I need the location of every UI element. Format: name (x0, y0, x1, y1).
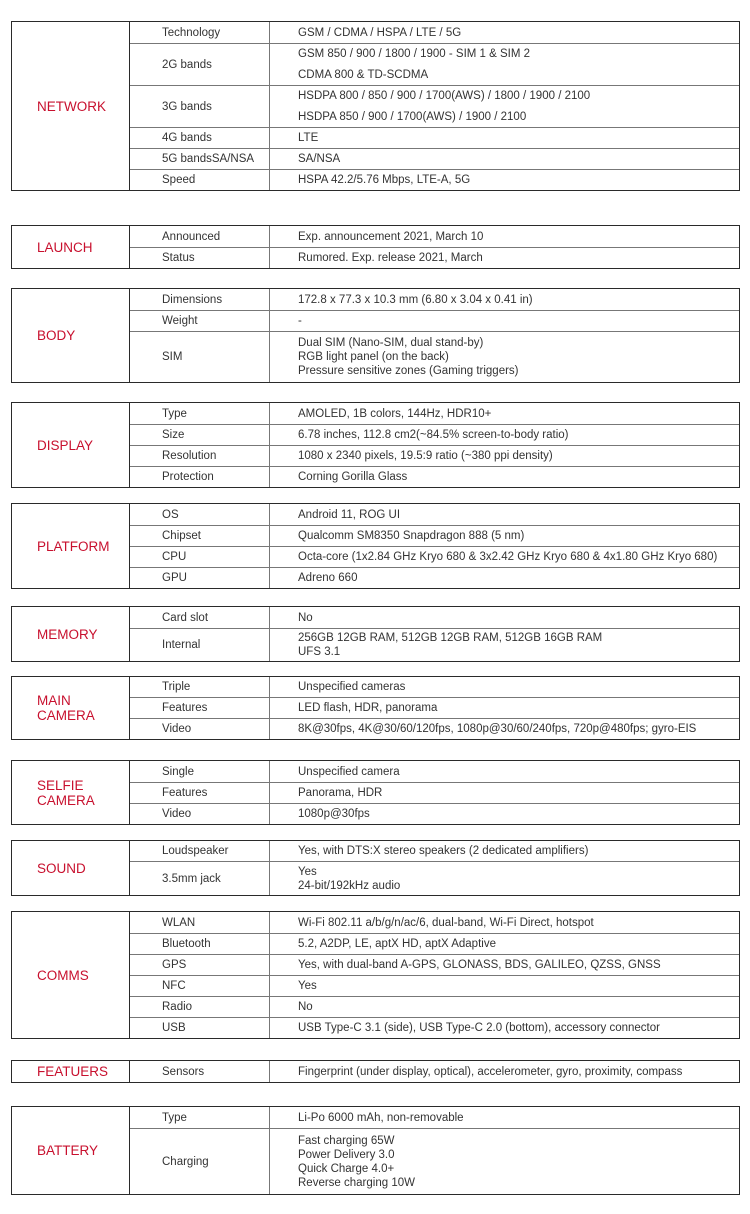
spec-row (130, 1107, 739, 1128)
section-label: DISPLAY (12, 403, 130, 487)
spec-value-line: 1080p@30fps (298, 808, 370, 820)
spec-value-line: RGB light panel (on the back) (298, 351, 449, 363)
spec-key: GPS (130, 955, 270, 975)
spec-value (271, 934, 739, 954)
spec-key: Status (130, 248, 270, 268)
spec-row (130, 1128, 739, 1194)
spec-value-line: - (298, 315, 302, 327)
spec-key: 3.5mm jack (130, 862, 270, 895)
section-memory (11, 606, 740, 662)
spec-value-line: HSPA 42.2/5.76 Mbps, LTE-A, 5G (298, 174, 471, 186)
spec-value-line: Unspecified camera (298, 765, 400, 778)
spec-value-line: CDMA 800 & TD-SCDMA (298, 68, 429, 81)
spec-value (271, 862, 739, 895)
spec-rows (130, 289, 739, 382)
spec-row (130, 289, 739, 310)
spec-value-line: Pressure sensitive zones (Gaming triggers) (298, 365, 519, 377)
spec-value-line: LTE (298, 132, 319, 144)
spec-rows (130, 677, 739, 739)
spec-value (271, 783, 739, 803)
spec-key: 2G bands (130, 44, 270, 85)
section-sound (11, 840, 740, 896)
spec-value (271, 607, 739, 628)
spec-key: Single (130, 761, 270, 782)
spec-value-line: Power Delivery 3.0 (298, 1148, 395, 1161)
spec-row (130, 567, 739, 588)
spec-value-line: AMOLED, 1B colors, 144Hz, HDR10+ (298, 407, 492, 420)
spec-row (130, 861, 739, 895)
spec-value (271, 467, 739, 487)
spec-value-line: Fingerprint (under display, optical), accelerometer, gyro, proximity, compass (298, 1065, 683, 1078)
spec-row (130, 504, 739, 525)
spec-row (130, 761, 739, 782)
spec-value-line: Yes, with dual-band A-GPS, GLONASS, BDS, GALILEO, QZSS, GNSS (298, 959, 661, 971)
section-selfie-camera (11, 760, 740, 825)
spec-value-line: HSDPA 800 / 850 / 900 / 1700(AWS) / 1800 / 1900 / 2100 (298, 90, 591, 103)
spec-row (130, 1017, 739, 1038)
spec-row (130, 975, 739, 996)
spec-row (130, 331, 739, 382)
spec-key: Protection (130, 467, 270, 487)
section-label: BATTERY (12, 1107, 130, 1194)
spec-row (130, 247, 739, 268)
spec-value-line: 1080 x 2340 pixels, 19.5:9 ratio (~380 ppi density) (298, 450, 553, 462)
spec-value (271, 547, 739, 567)
spec-row (130, 912, 739, 933)
spec-value-line: Reverse charging 10W (298, 1176, 415, 1189)
section-network (11, 21, 740, 191)
spec-value (271, 128, 739, 148)
spec-value (271, 804, 739, 824)
spec-value (271, 526, 739, 546)
spec-value (271, 698, 739, 718)
spec-row (130, 445, 739, 466)
spec-rows (130, 1061, 739, 1082)
spec-row (130, 628, 739, 661)
spec-value-line: No (298, 1001, 313, 1013)
spec-value (271, 841, 739, 861)
spec-row (130, 677, 739, 697)
spec-value-line: Yes (298, 865, 317, 878)
spec-key: Announced (130, 226, 270, 247)
spec-value (271, 44, 739, 85)
spec-key: Size (130, 425, 270, 445)
spec-key: Card slot (130, 607, 270, 628)
spec-value (271, 677, 739, 697)
section-launch (11, 225, 740, 269)
spec-rows (130, 607, 739, 661)
spec-key: Charging (130, 1129, 270, 1194)
spec-key: Radio (130, 997, 270, 1017)
spec-value-line: LED flash, HDR, panorama (298, 702, 438, 714)
section-main-camera (11, 676, 740, 740)
spec-value (271, 568, 739, 588)
spec-value (271, 332, 739, 382)
spec-rows (130, 403, 739, 487)
spec-row (130, 424, 739, 445)
spec-value-line: Corning Gorilla Glass (298, 471, 408, 483)
spec-row (130, 148, 739, 169)
spec-value (271, 912, 739, 933)
spec-value-line: Unspecified cameras (298, 681, 406, 693)
spec-value (271, 1129, 739, 1194)
spec-row (130, 310, 739, 331)
spec-value (271, 403, 739, 424)
spec-value (271, 149, 739, 169)
spec-value (271, 997, 739, 1017)
section-label: FEATUERS (12, 1061, 130, 1082)
spec-value (271, 629, 739, 661)
spec-value-line: 256GB 12GB RAM, 512GB 12GB RAM, 512GB 16GB RAM (298, 632, 603, 644)
spec-value-line: Rumored. Exp. release 2021, March (298, 252, 483, 264)
spec-value-line: No (298, 611, 313, 624)
spec-key: SIM (130, 332, 270, 382)
spec-key: CPU (130, 547, 270, 567)
spec-value-line: 172.8 x 77.3 x 10.3 mm (6.80 x 3.04 x 0.41 in) (298, 293, 533, 306)
spec-value-line: Adreno 660 (298, 572, 358, 584)
spec-value (271, 1061, 739, 1082)
spec-key: Sensors (130, 1061, 270, 1082)
spec-key: Resolution (130, 446, 270, 466)
spec-value-line: 5.2, A2DP, LE, aptX HD, aptX Adaptive (298, 938, 496, 950)
spec-key: Features (130, 698, 270, 718)
spec-value-line: Yes (298, 980, 317, 992)
spec-key: USB (130, 1018, 270, 1038)
spec-value-line: Fast charging 65W (298, 1134, 395, 1147)
spec-value (271, 1018, 739, 1038)
spec-key: Loudspeaker (130, 841, 270, 861)
spec-row (130, 226, 739, 247)
spec-value (271, 1107, 739, 1128)
spec-value-line: USB Type-C 3.1 (side), USB Type-C 2.0 (bottom), accessory connector (298, 1022, 660, 1034)
section-label: BODY (12, 289, 130, 382)
spec-key: Internal (130, 629, 270, 661)
spec-value-line: UFS 3.1 (298, 646, 341, 658)
spec-key: 4G bands (130, 128, 270, 148)
spec-value-line: 8K@30fps, 4K@30/60/120fps, 1080p@30/60/240fps, 720p@480fps; gyro-EIS (298, 723, 697, 735)
section-display (11, 402, 740, 488)
section-label: LAUNCH (12, 226, 130, 268)
spec-value-line: GSM / CDMA / HSPA / LTE / 5G (298, 26, 462, 39)
spec-value (271, 311, 739, 331)
spec-row (130, 22, 739, 43)
spec-value-line: 6.78 inches, 112.8 cm2(~84.5% screen-to-body ratio) (298, 429, 569, 441)
spec-row (130, 127, 739, 148)
spec-rows (130, 504, 739, 588)
spec-key: Type (130, 1107, 270, 1128)
spec-rows (130, 22, 739, 190)
spec-row (130, 607, 739, 628)
section-label: COMMS (12, 912, 130, 1038)
spec-value-line: HSDPA 850 / 900 / 1700(AWS) / 1900 / 2100 (298, 110, 527, 123)
spec-row (130, 169, 739, 190)
section-label: MEMORY (12, 607, 130, 661)
spec-row (130, 954, 739, 975)
spec-key: GPU (130, 568, 270, 588)
spec-row (130, 85, 739, 127)
spec-row (130, 841, 739, 861)
spec-row (130, 697, 739, 718)
spec-value (271, 226, 739, 247)
section-label: MAIN CAMERA (12, 677, 130, 739)
section-label: SELFIE CAMERA (12, 761, 130, 824)
spec-key: OS (130, 504, 270, 525)
section-label: PLATFORM (12, 504, 130, 588)
spec-row (130, 996, 739, 1017)
spec-value-line: Exp. announcement 2021, March 10 (298, 230, 484, 243)
spec-value-line: Wi-Fi 802.11 a/b/g/n/ac/6, dual-band, Wi-Fi Direct, hotspot (298, 916, 594, 929)
spec-key: NFC (130, 976, 270, 996)
section-battery (11, 1106, 740, 1195)
spec-value-line: GSM 850 / 900 / 1800 / 1900 - SIM 1 & SIM 2 (298, 48, 531, 61)
section-label: NETWORK (12, 22, 130, 190)
spec-row (130, 403, 739, 424)
spec-value (271, 86, 739, 127)
spec-key: 3G bands (130, 86, 270, 127)
spec-row (130, 718, 739, 739)
spec-value (271, 955, 739, 975)
spec-row (130, 525, 739, 546)
spec-row (130, 466, 739, 487)
spec-value (271, 170, 739, 190)
spec-key: 5G bandsSA/NSA (130, 149, 270, 169)
spec-key: Chipset (130, 526, 270, 546)
spec-value (271, 761, 739, 782)
section-platform (11, 503, 740, 589)
section-featuers (11, 1060, 740, 1083)
spec-row (130, 43, 739, 85)
spec-rows (130, 1107, 739, 1194)
spec-key: Dimensions (130, 289, 270, 310)
spec-row (130, 546, 739, 567)
spec-value (271, 446, 739, 466)
spec-rows (130, 841, 739, 895)
spec-value-line: Dual SIM (Nano-SIM, dual stand-by) (298, 337, 484, 349)
spec-value (271, 289, 739, 310)
spec-value (271, 504, 739, 525)
spec-value (271, 248, 739, 268)
spec-rows (130, 226, 739, 268)
spec-value (271, 425, 739, 445)
spec-key: Bluetooth (130, 934, 270, 954)
spec-value (271, 976, 739, 996)
spec-value-line: Panorama, HDR (298, 787, 383, 799)
spec-value (271, 22, 739, 43)
spec-row (130, 1061, 739, 1082)
spec-value (271, 719, 739, 739)
spec-value-line: Android 11, ROG UI (298, 508, 401, 521)
spec-key: Features (130, 783, 270, 803)
section-label: SOUND (12, 841, 130, 895)
spec-value-line: Li-Po 6000 mAh, non-removable (298, 1111, 464, 1124)
spec-rows (130, 761, 739, 824)
spec-value-line: Qualcomm SM8350 Snapdragon 888 (5 nm) (298, 530, 525, 542)
spec-row (130, 933, 739, 954)
spec-rows (130, 912, 739, 1038)
spec-key: Video (130, 804, 270, 824)
spec-value-line: Octa-core (1x2.84 GHz Kryo 680 & 3x2.42 GHz Kryo 680 & 4x1.80 GHz Kryo 680) (298, 551, 718, 563)
spec-value-line: Yes, with DTS:X stereo speakers (2 dedicated amplifiers) (298, 845, 589, 857)
spec-value-line: SA/NSA (298, 153, 341, 165)
spec-value-line: 24-bit/192kHz audio (298, 879, 401, 892)
section-body (11, 288, 740, 383)
section-comms (11, 911, 740, 1039)
spec-key: WLAN (130, 912, 270, 933)
spec-key: Speed (130, 170, 270, 190)
spec-row (130, 803, 739, 824)
spec-key: Weight (130, 311, 270, 331)
spec-key: Technology (130, 22, 270, 43)
spec-key: Type (130, 403, 270, 424)
spec-value-line: Quick Charge 4.0+ (298, 1162, 395, 1175)
spec-key: Triple (130, 677, 270, 697)
spec-row (130, 782, 739, 803)
spec-key: Video (130, 719, 270, 739)
